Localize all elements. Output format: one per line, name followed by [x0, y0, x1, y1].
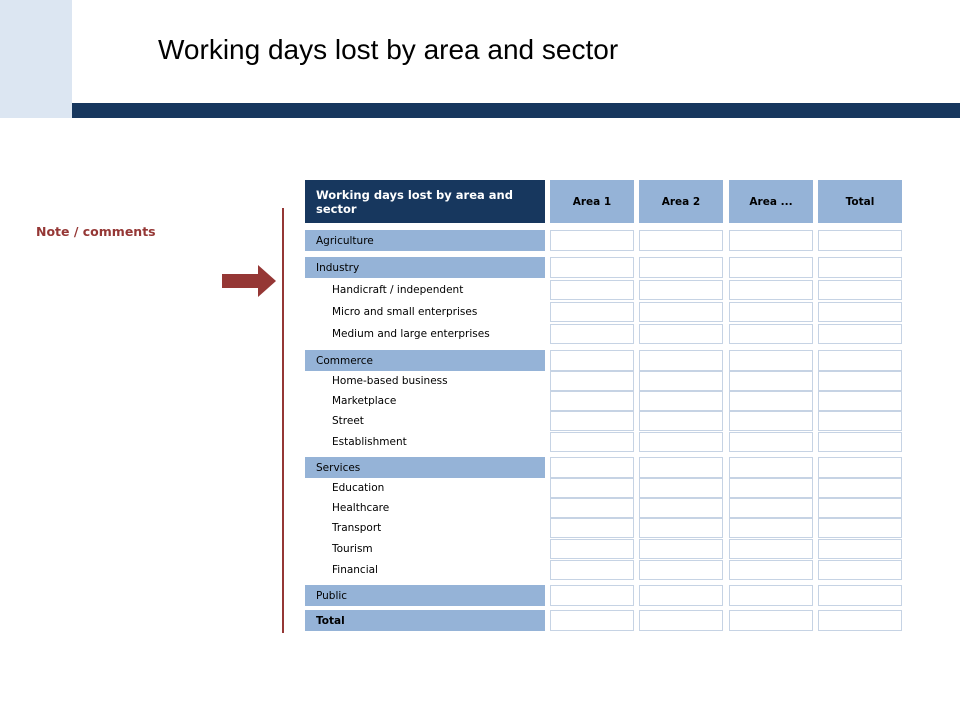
table-cell[interactable]: [729, 230, 813, 251]
table-cell[interactable]: [550, 280, 634, 300]
table-cell[interactable]: [639, 302, 723, 322]
subsector-label: Handicraft / independent: [332, 284, 464, 296]
subsector-label: Medium and large enterprises: [332, 328, 490, 340]
note-comments-label: Note / comments: [36, 224, 156, 239]
sector-label: Industry: [305, 257, 545, 278]
table-cell[interactable]: [818, 610, 902, 631]
table-cell[interactable]: [550, 257, 634, 278]
subsector-label: Financial: [332, 564, 378, 576]
table-cell[interactable]: [550, 610, 634, 631]
table-cell[interactable]: [729, 350, 813, 371]
table-cell[interactable]: [639, 478, 723, 498]
corner-decoration: [0, 0, 72, 118]
table-cell[interactable]: [639, 324, 723, 344]
table-cell[interactable]: [729, 518, 813, 538]
table-cell[interactable]: [639, 457, 723, 478]
table-cell[interactable]: [729, 560, 813, 580]
table-cell[interactable]: [639, 585, 723, 606]
table-cell[interactable]: [729, 411, 813, 431]
subsector-label: Education: [332, 482, 385, 494]
table-cell[interactable]: [639, 350, 723, 371]
sector-label: Agriculture: [305, 230, 545, 251]
table-header-main: Working days lost by area and sector: [305, 180, 545, 223]
table-cell[interactable]: [550, 518, 634, 538]
table-cell[interactable]: [818, 432, 902, 452]
table-cell[interactable]: [550, 391, 634, 411]
table-cell[interactable]: [818, 391, 902, 411]
table-cell[interactable]: [550, 371, 634, 391]
table-cell[interactable]: [818, 411, 902, 431]
table-cell[interactable]: [550, 302, 634, 322]
table-cell[interactable]: [550, 560, 634, 580]
right-arrow-icon: [222, 265, 278, 297]
table-cell[interactable]: [639, 391, 723, 411]
table-cell[interactable]: [729, 302, 813, 322]
subsector-label: Street: [332, 415, 364, 427]
table-cell[interactable]: [729, 391, 813, 411]
table-cell[interactable]: [639, 280, 723, 300]
table-cell[interactable]: [639, 498, 723, 518]
table-cell[interactable]: [550, 478, 634, 498]
note-divider-line: [282, 208, 284, 633]
table-cell[interactable]: [729, 257, 813, 278]
table-cell[interactable]: [550, 411, 634, 431]
table-cell[interactable]: [729, 478, 813, 498]
table-cell[interactable]: [818, 371, 902, 391]
table-cell[interactable]: [818, 230, 902, 251]
subsector-label: Healthcare: [332, 502, 390, 514]
table-cell[interactable]: [818, 457, 902, 478]
table-cell[interactable]: [729, 457, 813, 478]
title-underline-bar: [72, 103, 960, 118]
table-cell[interactable]: [639, 411, 723, 431]
table-cell[interactable]: [729, 432, 813, 452]
subsector-label: Tourism: [332, 543, 373, 555]
table-cell[interactable]: [639, 518, 723, 538]
table-cell[interactable]: [818, 478, 902, 498]
table-cell[interactable]: [818, 539, 902, 559]
column-header-area-1: Area 1: [550, 180, 634, 223]
table-cell[interactable]: [550, 432, 634, 452]
subsector-label: Transport: [332, 522, 382, 534]
table-cell[interactable]: [729, 610, 813, 631]
table-cell[interactable]: [550, 457, 634, 478]
table-cell[interactable]: [818, 350, 902, 371]
table-cell[interactable]: [550, 498, 634, 518]
subsector-label: Home-based business: [332, 375, 448, 387]
table-cell[interactable]: [729, 371, 813, 391]
sector-label: Total: [305, 610, 545, 631]
table-cell[interactable]: [550, 230, 634, 251]
table-cell[interactable]: [818, 324, 902, 344]
table-cell[interactable]: [818, 518, 902, 538]
table-cell[interactable]: [818, 560, 902, 580]
column-header-total: Total: [818, 180, 902, 223]
table-cell[interactable]: [729, 585, 813, 606]
table-cell[interactable]: [639, 539, 723, 559]
table-cell[interactable]: [818, 257, 902, 278]
sector-label: Public: [305, 585, 545, 606]
sector-label: Commerce: [305, 350, 545, 371]
table-cell[interactable]: [818, 280, 902, 300]
table-cell[interactable]: [639, 230, 723, 251]
table-cell[interactable]: [550, 539, 634, 559]
table-cell[interactable]: [729, 280, 813, 300]
table-cell[interactable]: [550, 324, 634, 344]
column-header-area-2: Area 2: [639, 180, 723, 223]
subsector-label: Establishment: [332, 436, 407, 448]
table-cell[interactable]: [550, 585, 634, 606]
subsector-label: Marketplace: [332, 395, 397, 407]
slide-title: Working days lost by area and sector: [158, 34, 619, 65]
table-cell[interactable]: [639, 257, 723, 278]
table-cell[interactable]: [818, 585, 902, 606]
sector-label: Services: [305, 457, 545, 478]
table-cell[interactable]: [729, 324, 813, 344]
column-header-area-more: Area ...: [729, 180, 813, 223]
table-cell[interactable]: [639, 560, 723, 580]
table-cell[interactable]: [729, 539, 813, 559]
table-cell[interactable]: [818, 302, 902, 322]
table-cell[interactable]: [550, 350, 634, 371]
table-cell[interactable]: [729, 498, 813, 518]
table-cell[interactable]: [639, 610, 723, 631]
table-cell[interactable]: [639, 432, 723, 452]
table-cell[interactable]: [639, 371, 723, 391]
subsector-label: Micro and small enterprises: [332, 306, 478, 318]
table-cell[interactable]: [818, 498, 902, 518]
